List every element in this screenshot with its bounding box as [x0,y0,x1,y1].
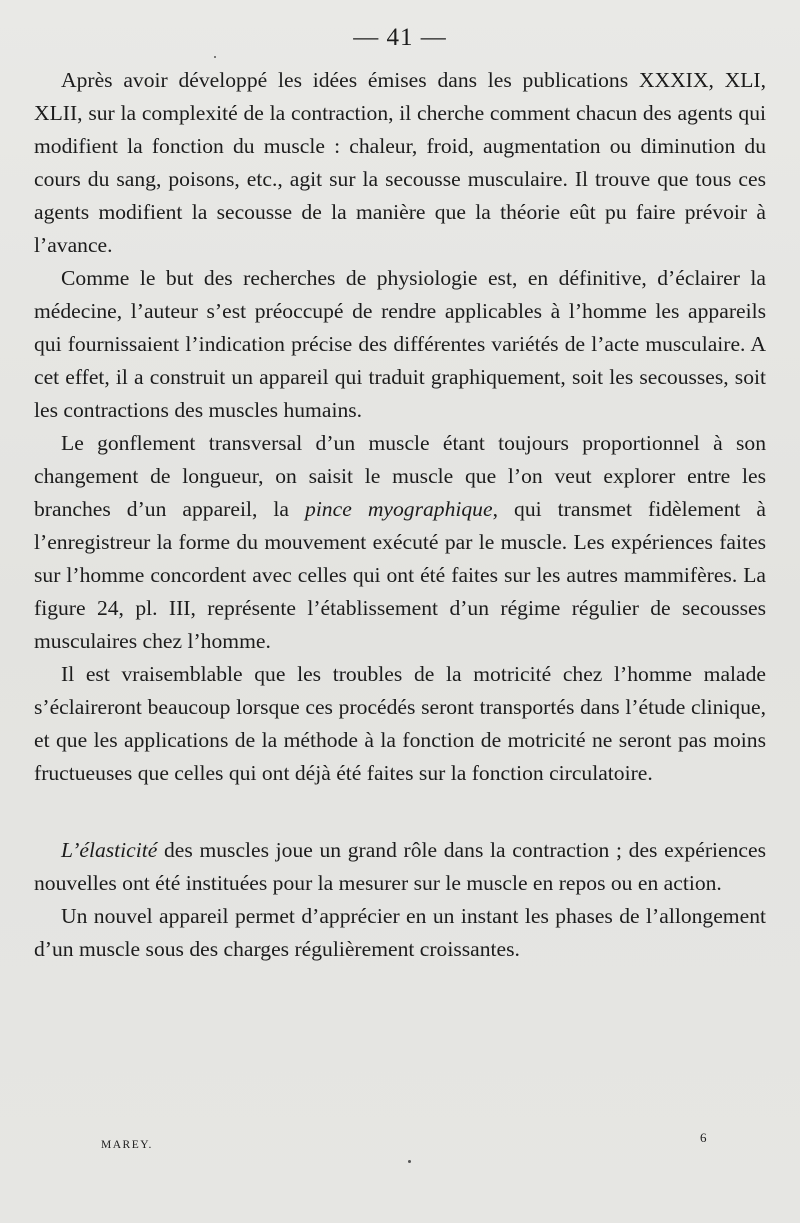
paragraph-clinical-study [34,658,766,790]
paragraph-text: Comme le but des recherches de physiologie est, en définitive, d’éclairer la médecine, l’auteur s’est préoccupé de rendre applicables à l’homme les appareils qui fournissaient l’indication précise des différentes variétés de l’acte musculaire. A cet effet, il a construit un appareil qui traduit graphiquement, soit les secousses, soit les contractions des muscles humains. [34,266,766,422]
paragraph-text: , qui transmet fidèlement à l’enregistreur la forme du mouvement exécuté par le muscle. Les expériences faites sur l’homme concordent avec celles qui ont été faites sur les autres mammifères. La figure 24, pl. III, représente l’établissement d’un régime régulier de secousses musculaires chez l’homme. [34,497,767,653]
body-text [34,64,766,966]
print-speck [408,1160,411,1163]
paragraph-medical-application [34,262,766,427]
paragraph-myographic-clamp [34,427,766,658]
paragraph-text: Après avoir développé les idées émises dans les publications XXXIX, XLI, XLII, sur la complexité de la contraction, il cherche comment chacun des agents qui modifient la fonction du muscle : chaleur, froid, augmentation ou diminution du cours du sang, poisons, etc., agit sur la secousse musculaire. Il trouve que tous ces agents modifient la secousse de la manière que la théorie eût pu faire prévoir à l’avance. [34,68,766,257]
section-gap [34,790,766,834]
paragraph-contraction-agents [34,64,766,262]
paragraph-new-apparatus [34,900,766,966]
emphasis-term: pince myographique [305,497,493,521]
paragraph-text: Le gonflement transversal d’un muscle étant toujours proportionnel à son changement de longueur, on saisit le muscle que l’on veut explorer entre les branches d’un appareil, la [34,431,766,521]
footer-author: MAREY. [101,1139,153,1151]
footer-signature-number: 6 [700,1130,707,1145]
paragraph-text: des muscles joue un grand rôle dans la contraction ; des expériences nouvelles ont été instituées pour la mesurer sur le muscle en repos ou en action. [34,838,766,895]
emphasis-term: L’élasticité [61,838,158,862]
paragraph-elasticity [34,834,766,900]
print-speck [214,56,216,58]
page-number: — 41 — [353,24,447,51]
paragraph-text: Un nouvel appareil permet d’apprécier en un instant les phases de l’allongement d’un muscle sous des charges régulièrement croissantes. [34,904,766,961]
paragraph-text: Il est vraisemblable que les troubles de la motricité chez l’homme malade s’éclaireront beaucoup lorsque ces procédés seront transportés dans l’étude clinique, et que les applications de la méthode à la fonction de motricité ne seront pas moins fructueuses que celles qui ont déjà été faites sur la fonction circulatoire. [34,662,766,785]
